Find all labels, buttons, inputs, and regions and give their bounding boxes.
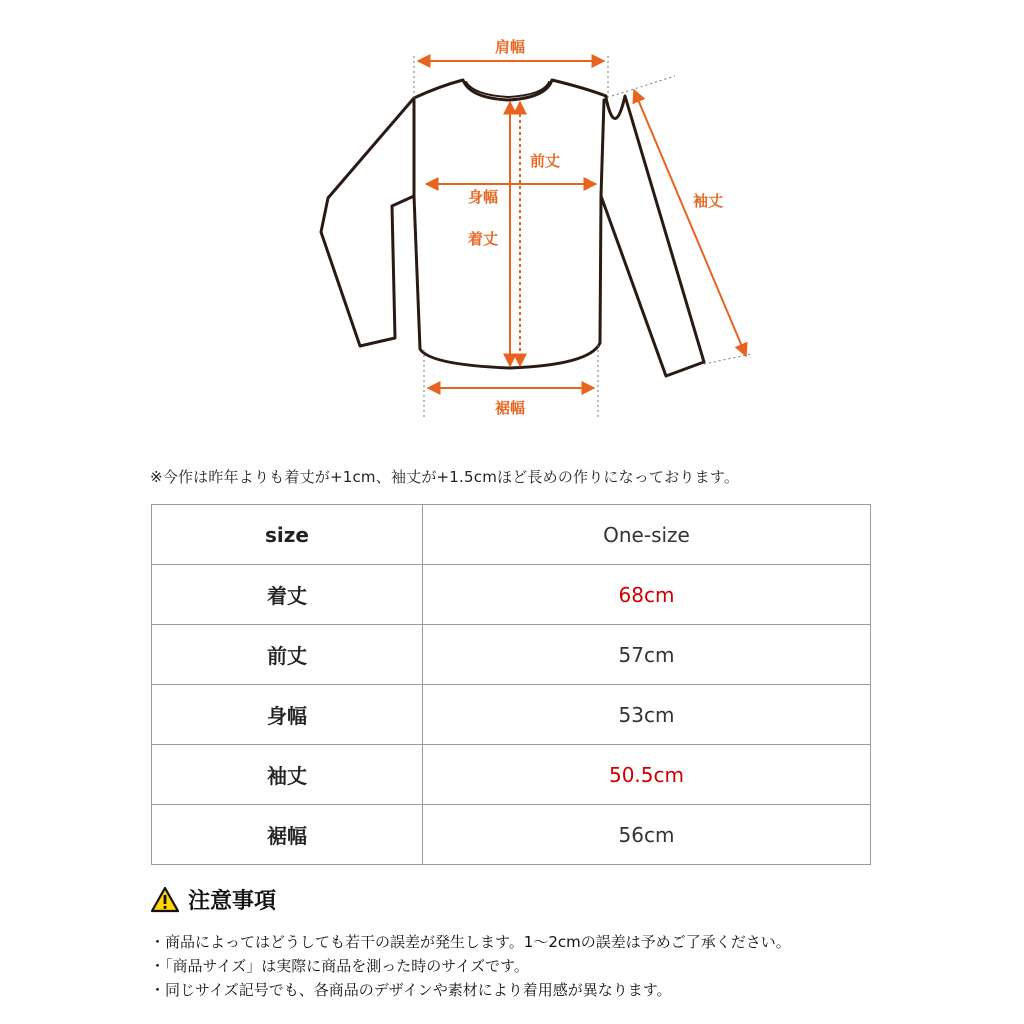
table-row	[152, 685, 871, 745]
label-body-width: 身幅	[467, 188, 499, 206]
list-item: ・同じサイズ記号でも、各商品のデザインや素材により着用感が異なります。	[150, 981, 672, 999]
row-value: 50.5cm	[423, 745, 871, 805]
row-label: 身幅	[152, 685, 423, 745]
label-front-length: 前丈	[529, 152, 561, 170]
label-hem-width: 裾幅	[494, 399, 526, 417]
table-row	[152, 745, 871, 805]
table-header-value: One-size	[423, 505, 871, 565]
table-row-header	[152, 505, 871, 565]
size-change-note: ※今作は昨年よりも着丈が+1cm、袖丈が+1.5cmほど長めの作りになっております。	[150, 468, 740, 486]
label-total-length: 着丈	[467, 230, 499, 248]
row-label: 前丈	[152, 625, 423, 685]
caution-title: 注意事項	[188, 889, 277, 914]
caution-heading	[150, 884, 276, 915]
size-table	[151, 504, 871, 865]
shirt-outline	[321, 80, 704, 376]
table-header-label: size	[152, 505, 423, 565]
label-sleeve-length: 袖丈	[692, 192, 724, 210]
row-value: 68cm	[423, 565, 871, 625]
caution-list	[150, 930, 791, 1002]
row-label: 裾幅	[152, 805, 423, 865]
row-value: 57cm	[423, 625, 871, 685]
label-shoulder-width: 肩幅	[494, 38, 526, 56]
table-row	[152, 805, 871, 865]
row-value: 56cm	[423, 805, 871, 865]
table-row	[152, 565, 871, 625]
row-label: 着丈	[152, 565, 423, 625]
garment-measurement-diagram	[0, 0, 1024, 440]
table-row	[152, 625, 871, 685]
row-label: 袖丈	[152, 745, 423, 805]
warning-icon	[150, 886, 180, 913]
row-value: 53cm	[423, 685, 871, 745]
list-item: ・商品によってはどうしても若干の誤差が発生します。1〜2cmの誤差は予めご了承ください。	[150, 933, 791, 951]
list-item: ・「商品サイズ」は実際に商品を測った時のサイズです。	[150, 957, 529, 975]
